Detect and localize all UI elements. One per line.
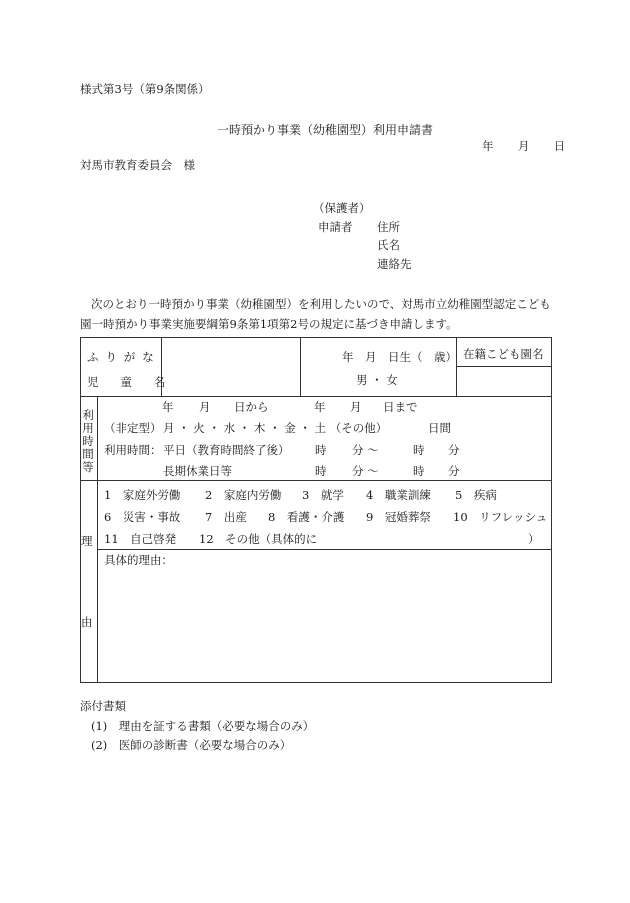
intro-line-2: 園一時預かり事業実施要綱第9条第1項第2号の規定に基づき申請します。: [80, 317, 458, 331]
rule-school-column: [456, 337, 457, 396]
reason-option: 10 リフレッシュ: [453, 510, 548, 524]
detail-reason-label: 具体的理由：: [104, 553, 173, 567]
addressee: 対馬市教育委員会 様: [80, 158, 195, 172]
date-line: [482, 138, 565, 154]
reason-close-paren: ）: [528, 532, 540, 546]
period-month-from: 月: [199, 400, 211, 414]
date-month: 月: [517, 139, 530, 153]
attachment-item: (2) 医師の診断書（必要な場合のみ）: [91, 738, 292, 752]
child-name-label: 児童名: [87, 375, 188, 389]
reason-option: 3 就学: [302, 488, 344, 502]
reason-option: 7 出産: [205, 510, 247, 524]
reason-side-label-bottom: 由: [81, 615, 93, 629]
time-label: 利用時間：: [104, 443, 162, 457]
weekday-minute-end: 分: [448, 443, 460, 457]
rule-reason-options-bottom: [97, 549, 552, 550]
page-title: 一時預かり事業（幼稚園型）利用申請書: [217, 123, 434, 137]
reason-option: 2 家庭内労働: [205, 488, 282, 502]
usage-side-char: 用: [82, 421, 94, 435]
rule-child-bottom: [80, 396, 552, 397]
usage-side-char: 利: [82, 408, 94, 422]
vacation-hour-start: 時: [315, 464, 327, 478]
nonfixed-days: 月 ・ 火 ・ 水 ・ 木 ・ 金 ・ 土 （その他）: [163, 421, 388, 435]
rule-school-divider: [456, 366, 552, 367]
reason-option: 8 看護・介護: [268, 510, 345, 524]
birth-date-label: 年 月 日生（ 歳）: [342, 350, 457, 364]
usage-side-label: [81, 409, 95, 474]
sex-label: 男 ・ 女: [356, 373, 398, 387]
rule-side-label-column: [97, 396, 98, 683]
usage-side-char: 間: [82, 447, 94, 461]
reason-option: 12 その他（具体的に: [199, 532, 318, 546]
reason-option: 11 自己啓発: [104, 532, 177, 546]
date-year: 年: [482, 139, 494, 153]
reason-option: 4 職業訓練: [366, 488, 431, 502]
reason-option: 9 冠婚葬祭: [366, 510, 431, 524]
applicant-label: 申請者: [318, 220, 353, 234]
reason-side-label-top: 理: [81, 534, 93, 548]
period-until: 日まで: [383, 400, 418, 414]
rule-name-column: [300, 337, 301, 396]
vacation-minute-end: 分: [448, 464, 460, 478]
attachment-item: (1) 理由を証する書類（必要な場合のみ）: [91, 719, 315, 733]
period-year-until: 年: [314, 400, 326, 414]
vacation-minute-start: 分 〜: [352, 464, 379, 478]
weekday-hour-start: 時: [315, 443, 327, 457]
usage-side-char: 等: [82, 460, 94, 474]
school-label: 在籍こども園名: [463, 347, 544, 361]
nonfixed-label: （非定型）: [104, 421, 162, 435]
attachments-title: 添付書類: [80, 699, 126, 713]
weekday-label: 平日（教育時間終了後）: [163, 443, 290, 457]
weekday-minute-start: 分 〜: [352, 443, 379, 457]
name-label: 氏名: [377, 238, 400, 252]
contact-label: 連絡先: [377, 257, 412, 271]
guardian-label: （保護者）: [313, 201, 371, 215]
vacation-hour-end: 時: [413, 464, 425, 478]
reason-option: 1 家庭外労働: [104, 488, 181, 502]
period-month-until: 月: [350, 400, 362, 414]
address-label: 住所: [377, 220, 400, 234]
usage-side-char: 時: [82, 434, 94, 448]
intro-line-1: 次のとおり一時預かり事業（幼稚園型）を利用したいので、対馬市立幼稚園型認定こども: [91, 297, 551, 311]
reason-option: 6 災害・事故: [104, 510, 181, 524]
reason-option: 5 疾病: [455, 488, 497, 502]
furigana-label: ふりがな: [87, 350, 161, 364]
rule-usage-bottom: [80, 480, 552, 481]
date-day: 日: [553, 139, 566, 153]
weekday-hour-end: 時: [413, 443, 425, 457]
form-number: 様式第3号（第9条関係）: [80, 82, 210, 96]
nonfixed-days-unit: 日間: [428, 421, 451, 435]
period-from: 日から: [234, 400, 269, 414]
vacation-label: 長期休業日等: [163, 464, 232, 478]
period-year-from: 年: [162, 400, 174, 414]
